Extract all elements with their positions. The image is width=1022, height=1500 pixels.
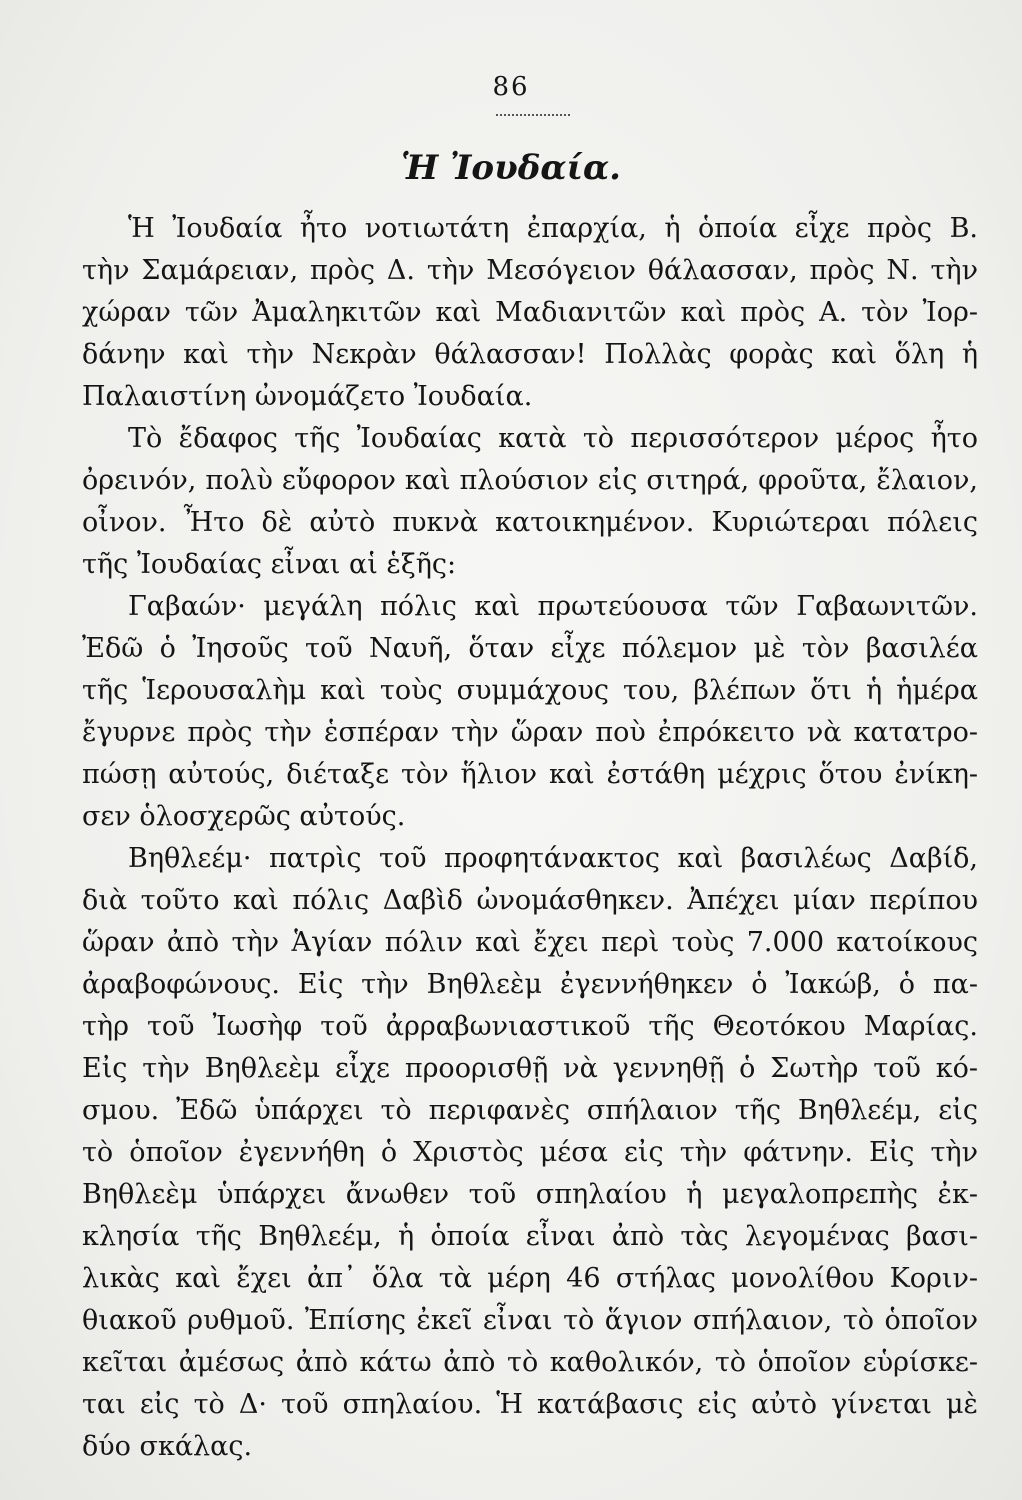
- text-line: οἶνον. Ἦτο δὲ αὐτὸ πυκνὰ κατοικημένον. Κυριώτεραι πόλεις: [82, 507, 978, 538]
- text-line: Βηθλεὲμ ὑπάρχει ἄνωθεν τοῦ σπηλαίου ἡ μεγαλοπρεπὴς ἐκ-: [82, 1179, 978, 1210]
- text-line: τῆς Ἱερουσαλὴμ καὶ τοὺς συμμάχους του, βλέπων ὅτι ἡ ἡμέρα: [82, 675, 978, 706]
- text-line: ἔγυρνε πρὸς τὴν ἑσπέραν τὴν ὥραν ποὺ ἐπρόκειτο νὰ κατατρο-: [82, 717, 978, 748]
- text-line: Ἡ Ἰουδαία ἦτο νοτιωτάτη ἐπαρχία, ἡ ὁποία εἶχε πρὸς Β.: [128, 213, 978, 244]
- text-line: δάνην καὶ τὴν Νεκρὰν θάλασσαν! Πολλὰς φορὰς καὶ ὅλη ἡ: [82, 339, 978, 370]
- text-line: πώσῃ αὐτούς, διέταξε τὸν ἥλιον καὶ ἐστάθη μέχρις ὅτου ἐνίκη-: [82, 759, 978, 790]
- text-line: δύο σκάλας.: [82, 1431, 253, 1462]
- text-line: Τὸ ἔδαφος τῆς Ἰουδαίας κατὰ τὸ περισσότερον μέρος ἦτο: [128, 423, 978, 454]
- body-text: [82, 208, 978, 1468]
- text-line: χώραν τῶν Ἀμαληκιτῶν καὶ Μαδιανιτῶν καὶ πρὸς Α. τὸν Ἰορ-: [82, 297, 978, 328]
- text-line: τὴρ τοῦ Ἰωσὴφ τοῦ ἀρραβωνιαστικοῦ τῆς Θεοτόκου Μαρίας.: [82, 1011, 978, 1042]
- text-line: ὥραν ἀπὸ τὴν Ἁγίαν πόλιν καὶ ἔχει περὶ τοὺς 7.000 κατοίκους: [82, 927, 978, 958]
- text-line: λικὰς καὶ ἔχει ἀπ᾽ ὅλα τὰ μέρη 46 στήλας μονολίθου Κοριν-: [82, 1263, 978, 1294]
- text-line: ἀραβοφώνους. Εἰς τὴν Βηθλεὲμ ἐγεννήθηκεν ὁ Ἰακώβ, ὁ πα-: [82, 969, 978, 1000]
- text-line: τὴν Σαμάρειαν, πρὸς Δ. τὴν Μεσόγειον θάλασσαν, πρὸς Ν. τὴν: [82, 255, 978, 286]
- text-line: σεν ὁλοσχερῶς αὐτούς.: [82, 801, 406, 832]
- text-line: Βηθλεέμ· πατρὶς τοῦ προφητάνακτος καὶ βασιλέως Δαβίδ,: [128, 843, 978, 874]
- text-line: κεῖται ἀμέσως ἀπὸ κάτω ἀπὸ τὸ καθολικόν, τὸ ὁποῖον εὑρίσκε-: [82, 1347, 978, 1378]
- text-line: σμου. Ἐδῶ ὑπάρχει τὸ περιφανὲς σπήλαιον τῆς Βηθλεέμ, εἰς: [82, 1095, 978, 1126]
- text-line: ὀρεινόν, πολὺ εὔφορον καὶ πλούσιον εἰς σιτηρά, φροῦτα, ἔλαιον,: [82, 465, 978, 496]
- text-line: τὸ ὁποῖον ἐγεννήθη ὁ Χριστὸς μέσα εἰς τὴν φάτνην. Εἰς τὴν: [82, 1137, 978, 1168]
- text-line: Παλαιστίνη ὠνομάζετο Ἰουδαία.: [82, 381, 533, 412]
- text-line: θιακοῦ ρυθμοῦ. Ἐπίσης ἐκεῖ εἶναι τὸ ἅγιον σπήλαιον, τὸ ὁποῖον: [82, 1305, 978, 1336]
- page-number-underline: [496, 114, 570, 116]
- text-line: τῆς Ἰουδαίας εἶναι αἱ ἑξῆς:: [82, 549, 457, 580]
- section-title: Ἡ Ἰουδαία.: [401, 148, 621, 188]
- text-line: Γαβαών· μεγάλη πόλις καὶ πρωτεύουσα τῶν Γαβαωνιτῶν.: [128, 591, 978, 622]
- text-line: Εἰς τὴν Βηθλεὲμ εἶχε προορισθῇ νὰ γεννηθῇ ὁ Σωτὴρ τοῦ κό-: [82, 1053, 978, 1084]
- text-line: κλησία τῆς Βηθλεέμ, ἡ ὁποία εἶναι ἀπὸ τὰς λεγομένας βασι-: [82, 1221, 978, 1252]
- text-line: Ἐδῶ ὁ Ἰησοῦς τοῦ Ναυῆ, ὅταν εἶχε πόλεμον μὲ τὸν βασιλέα: [82, 633, 978, 664]
- text-line: διὰ τοῦτο καὶ πόλις Δαβὶδ ὠνομάσθηκεν. Ἀπέχει μίαν περίπου: [82, 885, 978, 916]
- page-number: 86: [492, 72, 530, 102]
- text-line: ται εἰς τὸ Δ· τοῦ σπηλαίου. Ἡ κατάβασις εἰς αὐτὸ γίνεται μὲ: [82, 1389, 978, 1420]
